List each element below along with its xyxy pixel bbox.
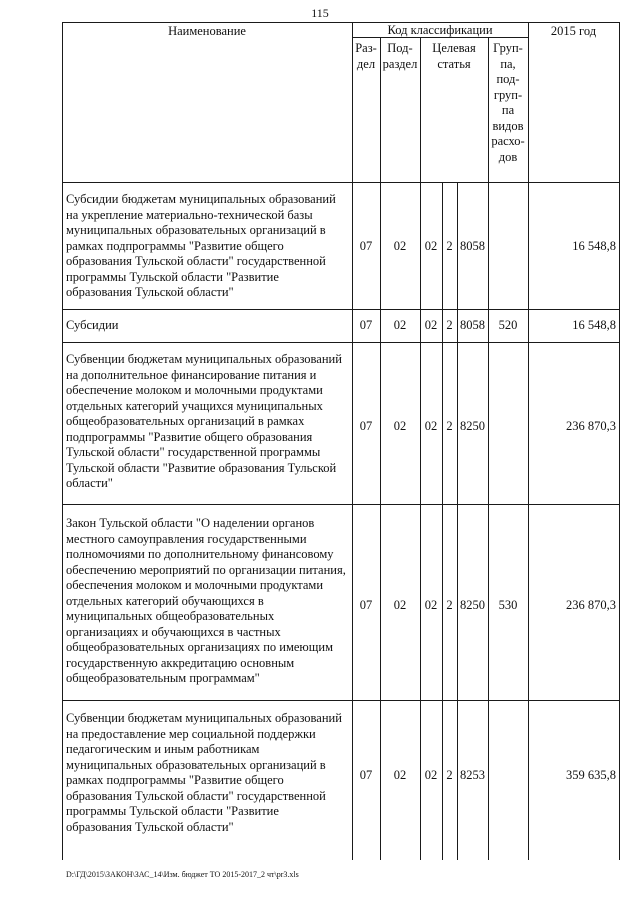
cell-cs2: 2 bbox=[446, 598, 453, 612]
row-description: Субсидии bbox=[66, 318, 119, 332]
cell-cs1: 02 bbox=[424, 318, 438, 332]
cell-razdel: 07 bbox=[359, 419, 373, 433]
header-classification: Код классификации bbox=[387, 23, 493, 37]
cell-razdel: 07 bbox=[359, 598, 373, 612]
header-year: 2015 год bbox=[550, 24, 597, 38]
header-podrazdel: Под- раздел bbox=[382, 41, 418, 71]
cell-cs1: 02 bbox=[424, 419, 438, 433]
cell-podrazdel: 02 bbox=[393, 598, 407, 612]
cell-cs1: 02 bbox=[424, 239, 438, 253]
cell-razdel: 07 bbox=[359, 768, 373, 782]
cell-podrazdel: 02 bbox=[393, 239, 407, 253]
row-description: Субвенции бюджетам муниципальных образований на дополнительное финансирование питания и обеспечение молоком и молочными продуктами отдельных категорий учащихся муниципальных общеобразовательных организаций в рамках подпрограммы "Развитие общего образования Тульской области" государственной программы Тульской области "Развитие образования Тульской области" bbox=[66, 352, 342, 490]
row-description: Субсидии бюджетам муниципальных образований на укрепление материально-технической базы муниципальных образовательных организаций в рамках подпрограммы "Развитие общего образования Тульской области" государственной программы Тульской области "Развитие образования Тульской области" bbox=[66, 192, 336, 299]
cell-sum: 359 635,8 bbox=[566, 768, 616, 782]
header-gruppa: Груп- па, под- груп- па видов расхо- дов bbox=[491, 41, 525, 164]
header-razdel: Раз- дел bbox=[355, 41, 377, 71]
cell-cs3: 8250 bbox=[460, 598, 485, 612]
cell-cs2: 2 bbox=[446, 318, 453, 332]
cell-cs3: 8058 bbox=[460, 318, 485, 332]
footer-file-path: D:\ГД\2015\ЗАКОН\ЗАС_14\Изм. бюджет ТО 2015-2017_2 чт\pr3.xls bbox=[66, 870, 299, 879]
cell-sum: 16 548,8 bbox=[572, 318, 616, 332]
header-name: Наименование bbox=[168, 24, 246, 38]
row-description: Закон Тульской области "О наделении органов местного самоуправления государственными полномочиями по дополнительному финансовому обеспечению мероприятий по организации питания, обеспечения молоком и молочными продуктами отдельных категорий обучающихся в муниципальных общеобразовательных организациях и обучающихся в частных общеобразовательных организациях по имеющим государственную аккредитацию основным общеобразовательным программам" bbox=[66, 516, 346, 685]
cell-podrazdel: 02 bbox=[393, 318, 407, 332]
cell-cs2: 2 bbox=[446, 239, 453, 253]
cell-cs1: 02 bbox=[424, 598, 438, 612]
cell-podrazdel: 02 bbox=[393, 768, 407, 782]
cell-podrazdel: 02 bbox=[393, 419, 407, 433]
cell-vid: 520 bbox=[498, 318, 518, 332]
cell-cs2: 2 bbox=[446, 419, 453, 433]
cell-cs3: 8253 bbox=[460, 768, 485, 782]
cell-cs1: 02 bbox=[424, 768, 438, 782]
cell-cs2: 2 bbox=[446, 768, 453, 782]
cell-sum: 16 548,8 bbox=[572, 239, 616, 253]
cell-razdel: 07 bbox=[359, 239, 373, 253]
cell-sum: 236 870,3 bbox=[566, 598, 616, 612]
header-tselevaya: Целевая статья bbox=[432, 41, 476, 71]
cell-cs3: 8250 bbox=[460, 419, 485, 433]
row-description: Субвенции бюджетам муниципальных образований на предоставление мер социальной поддержки педагогическим и иным работникам муниципальных образовательных организаций в рамках подпрограммы "Развитие общего образования Тульской области" государственной программы Тульской области "Развитие образования Тульской области" bbox=[66, 711, 342, 834]
page-number: 115 bbox=[311, 6, 329, 20]
cell-razdel: 07 bbox=[359, 318, 373, 332]
cell-cs3: 8058 bbox=[460, 239, 485, 253]
cell-sum: 236 870,3 bbox=[566, 419, 616, 433]
cell-vid: 530 bbox=[498, 598, 518, 612]
